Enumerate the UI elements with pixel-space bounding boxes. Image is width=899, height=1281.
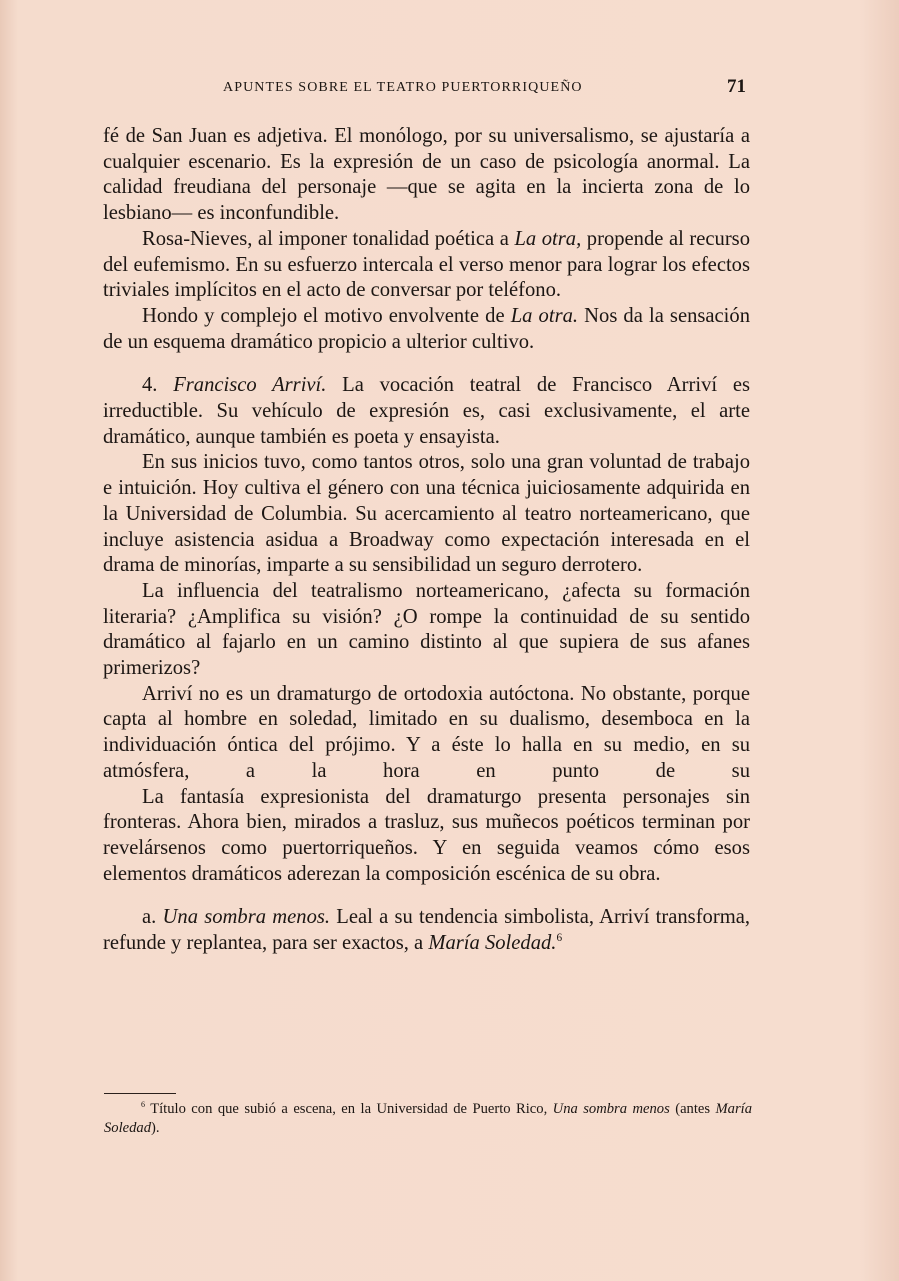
paragraph-francisco-arrivi: 4. Francisco Arriví. La vocación teatral de Francisco Arriví es irreductible. Su vehículo de expresión es, casi exclusivamente, el arte dramático, aunque también es poeta y ensayista. xyxy=(103,374,750,448)
paragraph-continuation: fé de San Juan es adjetiva. El monólogo, por su universalismo, se ajustaría a cualquier escenario. Es la expresión de un caso de psicología anormal. La calidad freudiana del personaje —que se agita en la incierta zona de lo lesbiano— es inconfundible. xyxy=(103,125,750,225)
running-title: APUNTES SOBRE EL TEATRO PUERTORRIQUEÑO xyxy=(223,80,583,95)
page-header xyxy=(223,76,753,100)
paragraph-influencia: La influencia del teatralismo norteamericano, ¿afecta su formación literaria? ¿Amplifica su visión? ¿O rompe la continuidad de su sentido dramático al fajarlo en un camino distinto al que supiera de sus afanes primerizos? xyxy=(103,579,750,680)
footnote-reference: 6 xyxy=(556,932,563,945)
paragraph-una-sombra-menos: a. Una sombra menos. Leal a su tendencia simbolista, Arriví transforma, refunde y replantea, para ser exactos, a María Soledad.$^6$ xyxy=(103,906,751,955)
paragraph-inicios: En sus inicios tuvo, como tantos otros, solo una gran voluntad de trabajo e intuición. Hoy cultiva el género con una técnica juiciosamente adquirida en la Universidad de Columbia. Su acercamiento al teatro norteamericano, que incluye asistencia asidua a Broadway como expectación interesada en el drama de minorías, imparte a su sensibilidad un seguro derrotero. xyxy=(103,451,750,577)
footnote-marker: 6 xyxy=(141,1100,146,1110)
footnote: $^6$ Título con que subió a escena, en la Universidad de Puerto Rico, Una sombra menos (antes María Soledad). xyxy=(104,1100,752,1136)
body-text xyxy=(103,124,750,957)
paragraph-fantasia: La fantasía expresionista del dramaturgo presenta personajes sin fronteras. Ahora bien, mirados a trasluz, sus muñecos poéticos terminan por revelársenos como puertorriqueños. Y en seguida veamos cómo esos elementos dramáticos aderezan la composición escénica de su obra. xyxy=(103,785,750,885)
paragraph-ortodoxia: Arriví no es un dramaturgo de ortodoxia autóctona. No obstante, porque capta al hombre en soledad, limitado en su dualismo, desemboca en la individuación óntica del prójimo. Y a éste lo halla en su medio, en su atmósfera, a la hora en punto de su xyxy=(103,682,750,782)
page-number: 71 xyxy=(727,76,746,97)
paragraph-rosa-nieves: Rosa-Nieves, al imponer tonalidad poética a La otra, propende al recurso del eufemismo. En su esfuerzo intercala el verso menor para lograr los efectos triviales implícitos en el acto de conversar por teléfono. xyxy=(103,227,750,302)
paragraph-hondo: Hondo y complejo el motivo envolvente de La otra. Nos da la sensación de un esquema dramático propicio a ulterior cultivo. xyxy=(103,304,750,353)
footnote-rule xyxy=(104,1093,176,1094)
